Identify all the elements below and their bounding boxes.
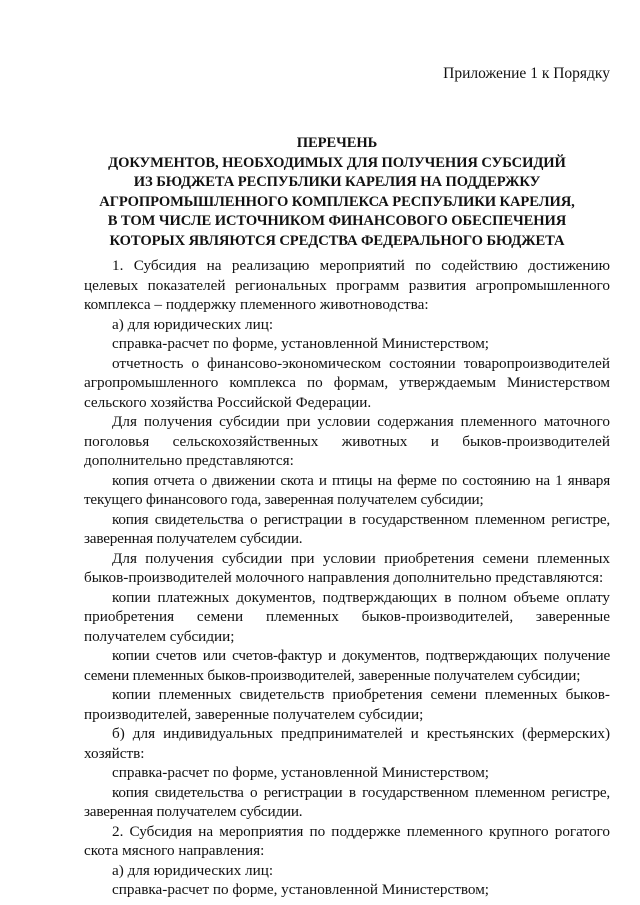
- paragraph: копия отчета о движении скота и птицы на ферме по состоянию на 1 января текущего финансового года, заверенная получателем субсидии;: [84, 471, 610, 508]
- heading-line: ДОКУМЕНТОВ, НЕОБХОДИМЫХ ДЛЯ ПОЛУЧЕНИЯ СУБСИДИЙ: [108, 154, 566, 171]
- paragraph: копии счетов или счетов-фактур и документов, подтверждающих получение семени племенных быков-производителей, заверенные получателем субсидии;: [84, 647, 610, 684]
- heading-line: ИЗ БЮДЖЕТА РЕСПУБЛИКИ КАРЕЛИЯ НА ПОДДЕРЖКУ: [133, 174, 541, 190]
- paragraph: Для получения субсидии при условии содержания племенного маточного поголовья сельскохозяйственных животных и быков-производителей дополнительно представляются:: [84, 413, 610, 469]
- appendix-label: Приложение 1 к Порядку: [443, 65, 610, 82]
- paragraph: б) для индивидуальных предпринимателей и крестьянских (фермерских) хозяйств:: [84, 725, 610, 762]
- paragraph: Для получения субсидии при условии приобретения семени племенных быков-производителей молочного направления дополнительно представляются:: [84, 549, 610, 586]
- paragraph: копии платежных документов, подтверждающих в полном объеме оплату приобретения семени племенных быков-производителей, заверенные получателем субсидии;: [84, 588, 610, 645]
- document-heading: [84, 134, 590, 251]
- paragraph: справка-расчет по форме, установленной Министерством;: [112, 335, 490, 352]
- paragraph: 1. Субсидия на реализацию мероприятий по содействию достижению целевых показателей региональных программ развития агропромышленного комплекса – поддержку племенного животноводства:: [84, 257, 610, 313]
- paragraph: 2. Субсидия на мероприятия по поддержке племенного крупного рогатого скота мясного направления:: [84, 822, 610, 859]
- paragraph: справка-расчет по форме, установленной Министерством;: [112, 881, 490, 898]
- paragraph: копия свидетельства о регистрации в государственном племенном регистре, заверенная получателем субсидии.: [84, 783, 610, 820]
- paragraph: а) для юридических лиц:: [112, 861, 274, 879]
- heading-line: В ТОМ ЧИСЛЕ ИСТОЧНИКОМ ФИНАНСОВОГО ОБЕСПЕЧЕНИЯ: [107, 213, 567, 229]
- paragraph: справка-расчет по форме, установленной Министерством;: [112, 764, 490, 781]
- heading-line: КОТОРЫХ ЯВЛЯЮТСЯ СРЕДСТВА ФЕДЕРАЛЬНОГО БЮДЖЕТА: [109, 232, 565, 249]
- paragraph: отчетность о финансово-экономическом состоянии товаропроизводителей агропромышленного комплекса по формам, утверждаемым Министерством сельского хозяйства Российской Федерации.: [84, 354, 610, 411]
- document-body: [84, 256, 610, 900]
- paragraph: а) для юридических лиц:: [112, 315, 274, 333]
- heading-line: ПЕРЕЧЕНЬ: [296, 135, 378, 151]
- paragraph: копия свидетельства о регистрации в государственном племенном регистре, заверенная получателем субсидии.: [84, 510, 610, 547]
- heading-line: АГРОПРОМЫШЛЕННОГО КОМПЛЕКСА РЕСПУБЛИКИ КАРЕЛИЯ,: [99, 193, 575, 210]
- paragraph: копии племенных свидетельств приобретения семени племенных быков-производителей, заверенные получателем субсидии;: [84, 686, 610, 723]
